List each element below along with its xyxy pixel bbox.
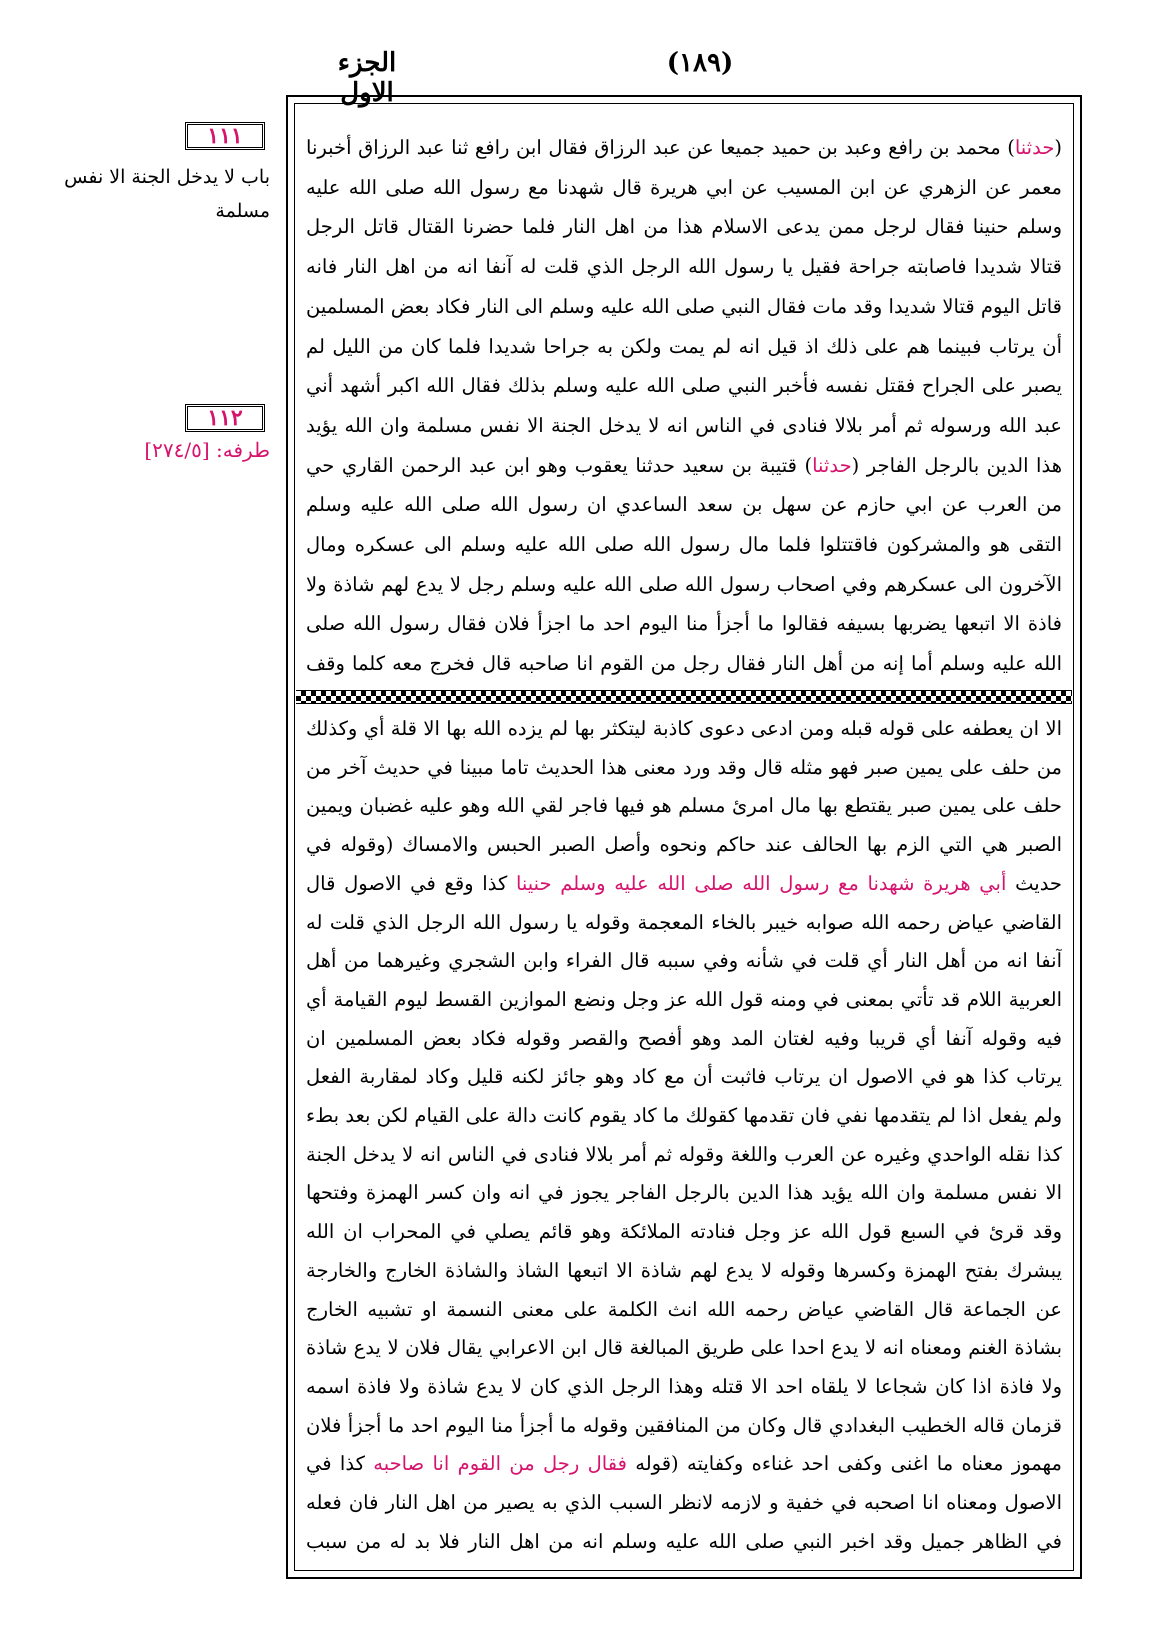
paren-open: ( bbox=[851, 453, 860, 477]
page-number: (١٨٩) bbox=[666, 48, 734, 78]
commentary-paragraph: كذا وقع في الاصول قال القاضي عياض رحمه الله صوابه خيبر بالخاء المعجمة وقوله يا رسول الله الرجل الذي قلت له آنفا انه من أهل النار أي قلت في شأنه وفي سببه قال الفراء وابن الشجري وغيرهما من أهل العربية اللام قد تأتي بمعنى في ومنه قول الله عز وجل ونضع الموازين القسط ليوم القيامة أي فيه وقوله آنفا أي قريبا وفيه لغتان المد وهو أفصح والقصر وقوله فكاد بعض المسلمين ان يرتاب كذا هو في الاصول ان يرتاب فاثبت أن مع كاد وهو جائز لكنه قليل وكاد لمقاربة الفعل ولم يفعل اذا لم يتقدمها نفي فان تقدمها كقولك ما كاد يقوم كانت دالة على القيام لكن بعد بطء كذا نقله الواحدي وغيره عن العرب واللغة وقوله ثم أمر بلالا فنادى في الناس انه لا يدخل الجنة الا نفس مسلمة وان الله يؤيد هذا الدين بالرجل الفاجر يجوز في انه وان كسر الهمزة وفتحها وقد قرئ في السبع قول الله عز وجل فنادته الملائكة وهو قائم يصلي في المحراب ان الله يبشرك بفتح الهمزة وكسرها وقوله لا يدع لهم شاذة الا اتبعها الشاذ والشاذة الخارج والخارجة عن الجماعة قال القاضي عياض رحمه الله انث الكلمة على معنى النسمة او تشبيه الخارج بشاذة الغنم ومعناه انه لا يدع احدا على طريق المبالغة قال ابن الاعرابي يقال فلان لا يدع شاذة ولا فاذة اذا كان شجاعا لا يلقاه احد الا قتله وهذا الرجل الذي كان لا يدع شاذة ولا فاذة اسمه قزمان قاله الخطيب البغدادي قال وكان من المنافقين وقوله ما أجزأ منا اليوم احد ما أجزأ فلان مهموز معناه ما اغنى وكفى احد غناءه وكفايته (قوله bbox=[306, 871, 1062, 1476]
hadith-paragraph: ) قتيبة بن سعيد حدثنا يعقوب وهو ابن عبد الرحمن القاري حي من العرب عن ابي حازم عن سهل بن سعد الساعدي ان رسول الله صلى الله عليه وسلم التقى هو والمشركون فاقتتلوا فلما مال رسول الله صلى الله عليه وسلم الى عسكره ومال الآخرون الى عسكرهم وفي اصحاب رسول الله صلى الله عليه وسلم رجل لا يدع لهم شاذة ولا فاذة الا اتبعها يضربها بسيفه فقالوا ما أجزأ منا اليوم احد ما اجزأ فلان فقال رسول الله صلى الله عليه وسلم أما إنه من أهل النار فقال رجل من القوم انا صاحبه قال فخرج معه كلما وقف bbox=[306, 453, 1062, 676]
haddathana-marker: حدثنا bbox=[1014, 136, 1055, 159]
hadith-text bbox=[306, 128, 1062, 684]
commentary-highlight: أبي هريرة شهدنا مع رسول الله صلى الله عليه وسلم حنينا bbox=[515, 871, 1007, 895]
hadith-number-box: ١١٢ bbox=[185, 404, 265, 432]
checkered-divider bbox=[296, 690, 1072, 704]
commentary-highlight: فقال رجل من القوم انا صاحبه bbox=[373, 1452, 627, 1476]
hadith-paragraph: ) محمد بن رافع وعبد بن حميد جميعا عن عبد الرزاق فقال ابن رافع ثنا عبد الرزاق أخبرنا معمر عن الزهري عن ابن المسيب عن ابي هريرة قال شهدنا مع رسول الله صلى الله عليه وسلم حنينا فقال لرجل ممن يدعى الاسلام هذا من اهل النار فلما حضرنا القتال قاتل الرجل قتالا شديدا فاصابته جراحة فقيل يا رسول الله الرجل الذي قلت له آنفا انه من اهل النار فانه قاتل اليوم قتالا شديدا وقد مات فقال النبي صلى الله عليه وسلم الى النار فكاد بعض المسلمين أن يرتاب فبينما هم على ذلك اذ قيل انه لم يمت ولكن به جراحا شديدا فلما كان من الليل لم يصبر على الجراح فقتل نفسه فأخبر النبي صلى الله عليه وسلم بذلك فقال الله اكبر أشهد أني عبد الله ورسوله ثم أمر بلالا فنادى في الناس انه لا يدخل الجنة الا نفس مسلمة وان الله يؤيد هذا الدين بالرجل الفاجر bbox=[306, 136, 1062, 477]
chapter-title: باب لا يدخل الجنة الا نفس مسلمة bbox=[64, 166, 270, 222]
commentary-paragraph: كذا في الاصول ومعناه انا اصحبه في خفية و لازمه لانظر السبب الذي به يصير من اهل النار فان فعله في الظاهر جميل وقد اخبر النبي صلى الله عليه وسلم انه من اهل النار فلا بد له من سبب bbox=[306, 1452, 1062, 1553]
commentary-paragraph: الا ان يعطفه على قوله قبله ومن ادعى دعوى كاذبة ليتكثر بها لم يزده الله بها الا قلة أي وكذلك من حلف على يمين صبر فهو مثله قال وقد ورد معنى هذا الحديث تاما مبينا في حديث آخر من حلف على يمين صبر يقتطع بها مال امرئ مسلم هو فيها فاجر لقي الله وهو عليه غضبان ويمين الصبر هي التي الزم بها الحالف عند حاكم ونحوه وأصل الصبر الحبس والامساك (وقوله في حديث bbox=[306, 717, 1062, 895]
chapter-number-box: ١١١ bbox=[185, 122, 265, 150]
paren-open: ( bbox=[1054, 136, 1062, 159]
tarfuh-reference: طرفه: [٢٧٤/٥] bbox=[144, 438, 270, 462]
haddathana-marker: حدثنا bbox=[812, 453, 852, 477]
volume-label: الجزء الاول bbox=[337, 48, 397, 108]
commentary-text bbox=[306, 710, 1062, 1562]
